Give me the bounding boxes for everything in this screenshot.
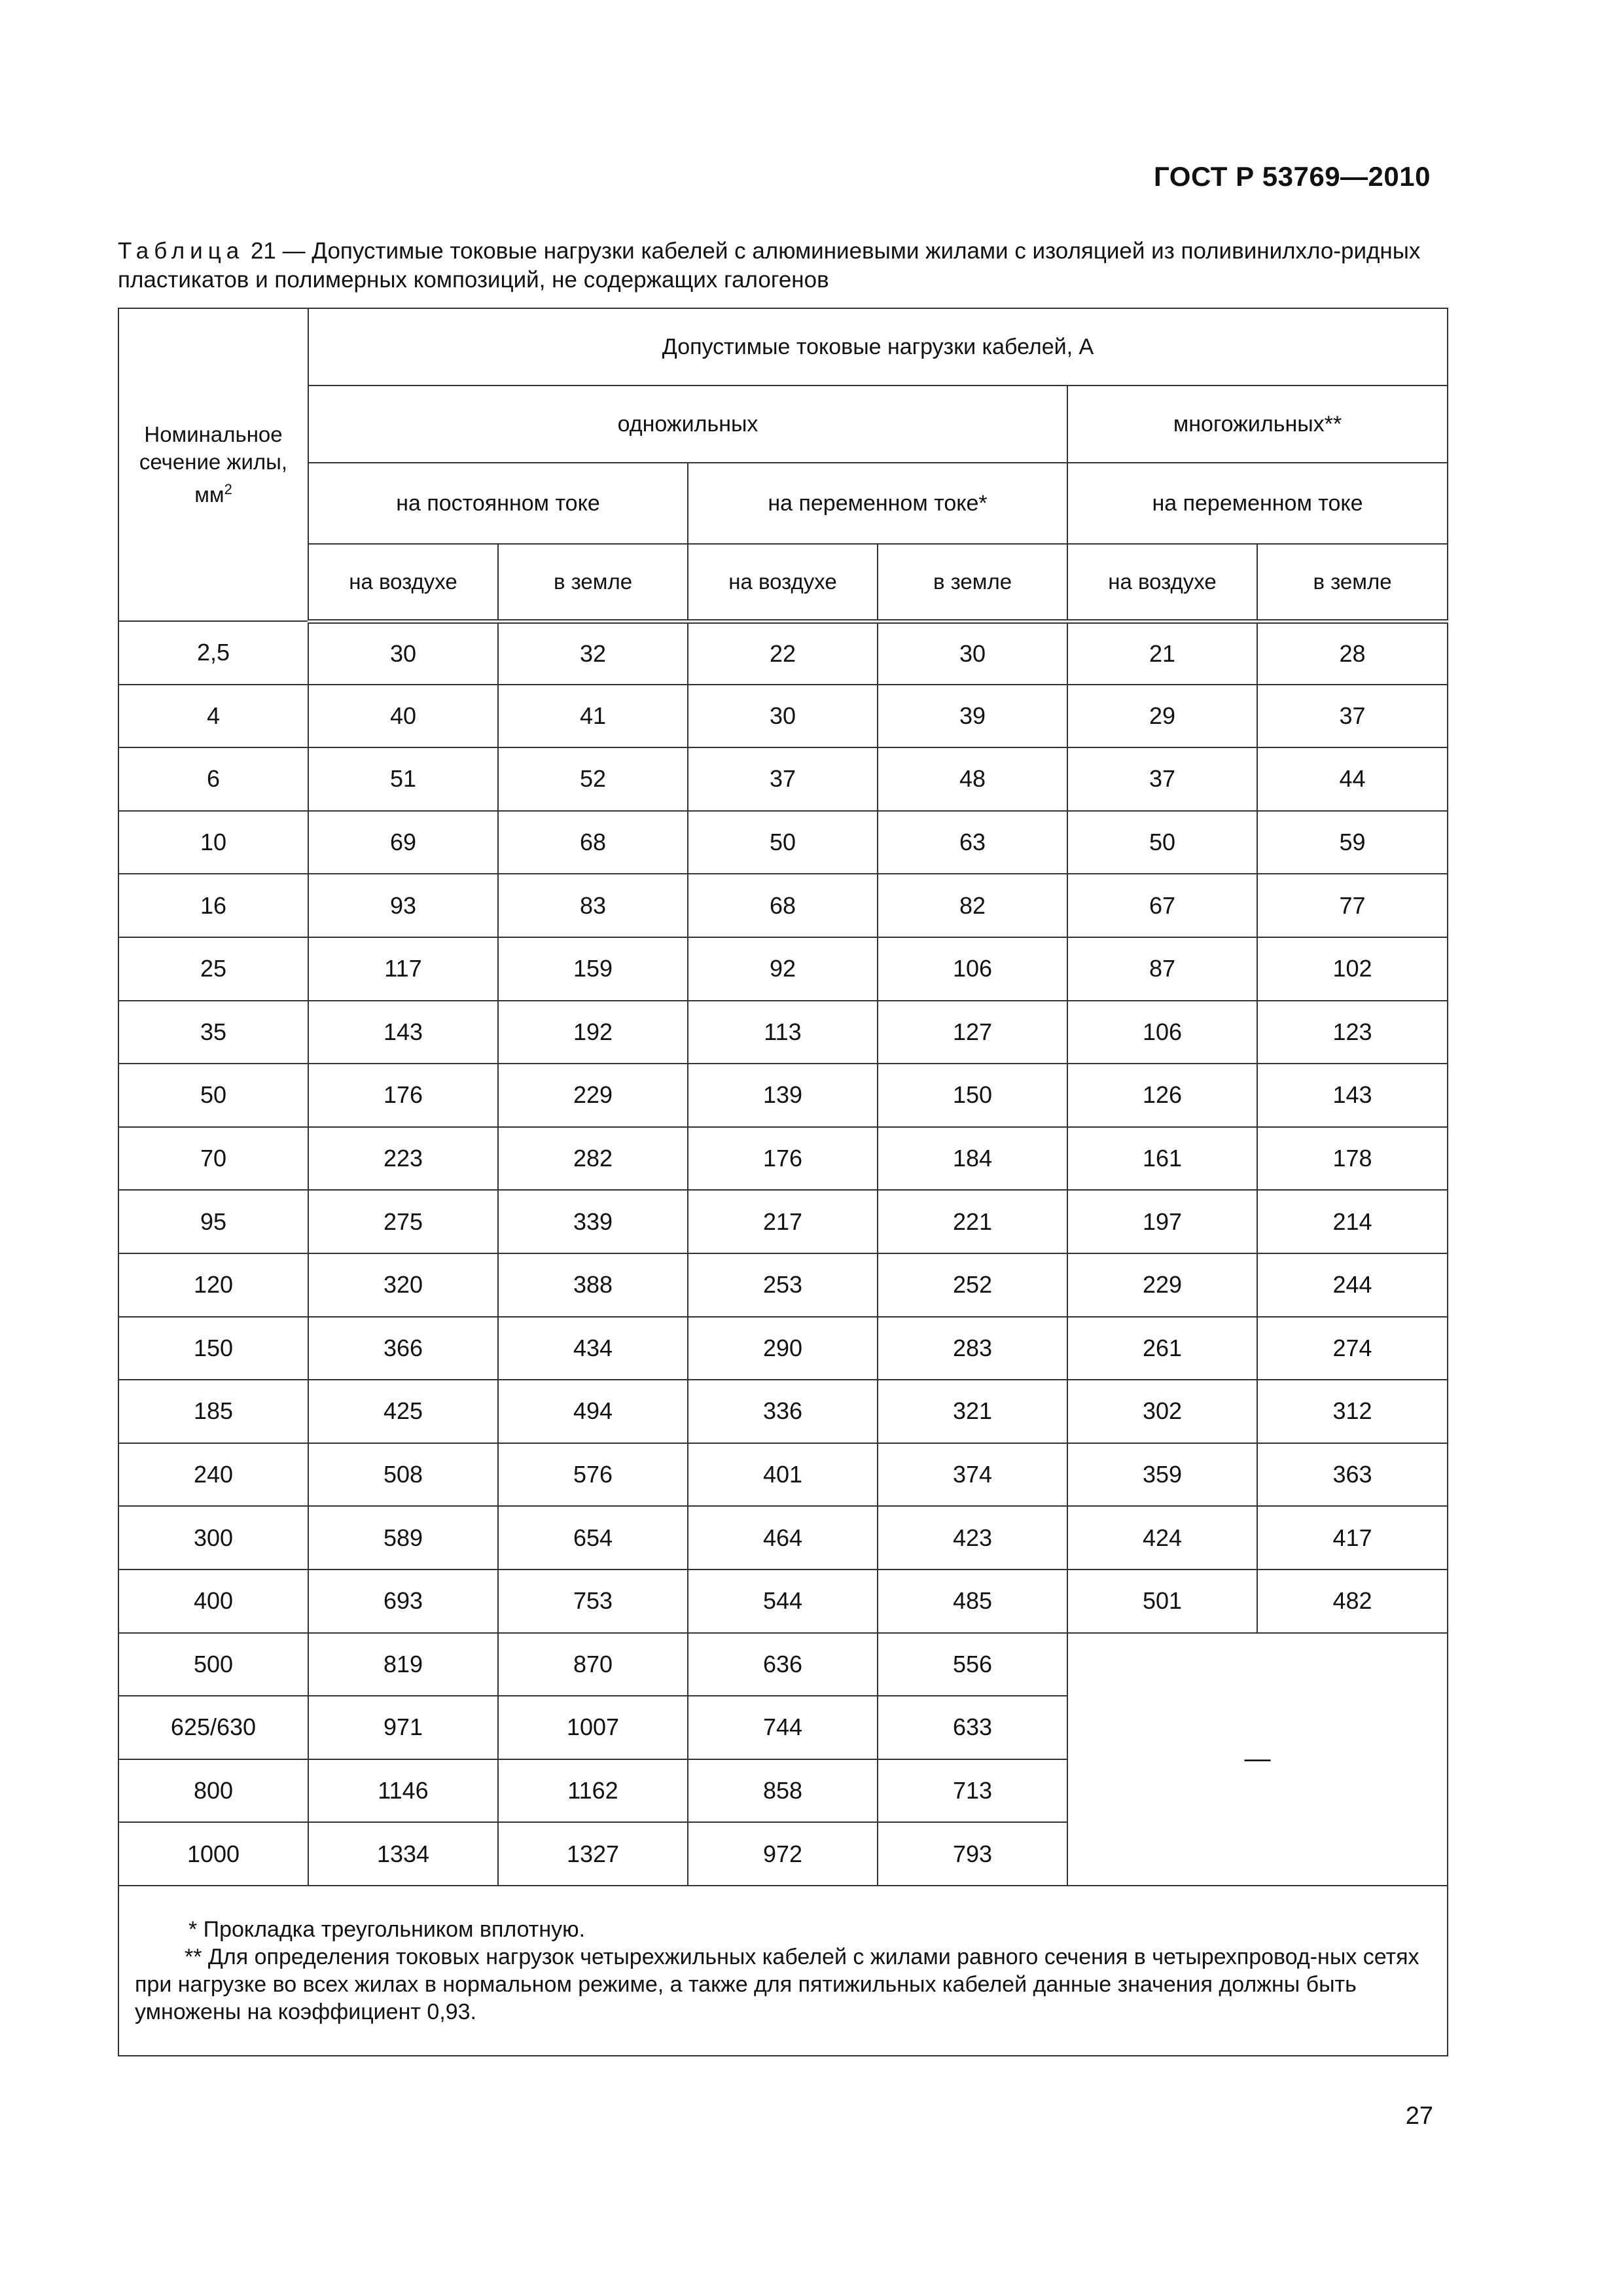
value-cell: 67 [1067, 874, 1257, 937]
table-row [118, 1001, 1448, 1064]
section-cell: 2,5 [118, 621, 308, 685]
value-cell: 464 [688, 1506, 878, 1570]
header-air: на воздухе [688, 544, 878, 621]
value-cell: 176 [308, 1064, 498, 1127]
table-row [118, 811, 1448, 874]
value-cell: 971 [308, 1696, 498, 1759]
value-cell: 283 [878, 1317, 1067, 1380]
value-cell: 52 [498, 747, 688, 811]
value-cell: 363 [1257, 1443, 1448, 1507]
value-cell: 229 [1067, 1253, 1257, 1317]
value-cell: 261 [1067, 1317, 1257, 1380]
value-cell: 482 [1257, 1570, 1448, 1633]
section-cell: 25 [118, 937, 308, 1001]
header-air: на воздухе [308, 544, 498, 621]
caption-text: — Допустимые токовые нагрузки кабелей с алюминиевыми жилами с изоляцией из поливинилхло-ридных пластикатов и полимерных композиций, не содержащих галогенов [118, 238, 1421, 293]
value-cell: 282 [498, 1127, 688, 1191]
value-cell: 127 [878, 1001, 1067, 1064]
value-cell: 123 [1257, 1001, 1448, 1064]
value-cell: 654 [498, 1506, 688, 1570]
value-cell: 290 [688, 1317, 878, 1380]
value-cell: 253 [688, 1253, 878, 1317]
value-cell: 37 [1257, 685, 1448, 748]
value-cell: 417 [1257, 1506, 1448, 1570]
page-number: 27 [1405, 2102, 1433, 2130]
section-cell: 1000 [118, 1822, 308, 1886]
value-cell: 223 [308, 1127, 498, 1191]
value-cell: 858 [688, 1759, 878, 1823]
value-cell: 713 [878, 1759, 1067, 1823]
notes-row [118, 1886, 1448, 2056]
note-coefficient: ** Для определения токовых нагрузок четырехжильных кабелей с жилами равного сечения в четырехпровод-ных сетях при нагрузке во всех жилах в нормальном режиме, а также для пятижильных кабелей данные значения должны быть умножены на коэффициент 0,93. [135, 1944, 1419, 2024]
value-cell: 221 [878, 1190, 1067, 1253]
value-cell: 321 [878, 1380, 1067, 1443]
table-row [118, 874, 1448, 937]
value-cell: 69 [308, 811, 498, 874]
table-row [118, 937, 1448, 1001]
value-cell: 556 [878, 1633, 1067, 1696]
value-cell: 1007 [498, 1696, 688, 1759]
value-cell: 68 [688, 874, 878, 937]
value-cell: 485 [878, 1570, 1067, 1633]
section-cell: 16 [118, 874, 308, 937]
value-cell: 819 [308, 1633, 498, 1696]
value-cell: 693 [308, 1570, 498, 1633]
value-cell: 40 [308, 685, 498, 748]
header-air: на воздухе [1067, 544, 1257, 621]
value-cell: 102 [1257, 937, 1448, 1001]
value-cell: 744 [688, 1696, 878, 1759]
table-row [118, 1127, 1448, 1191]
header-multi-core: многожильных** [1067, 386, 1448, 463]
table-row [118, 621, 1448, 685]
section-cell: 800 [118, 1759, 308, 1823]
caption-label: Таблица [118, 238, 245, 264]
value-cell: 28 [1257, 621, 1448, 685]
value-cell: 425 [308, 1380, 498, 1443]
header-section-label: Номинальное сечение жилы, мм [139, 422, 288, 507]
value-cell: 1327 [498, 1822, 688, 1886]
section-cell: 185 [118, 1380, 308, 1443]
header-dc: на постоянном токе [308, 463, 688, 544]
value-cell: 51 [308, 747, 498, 811]
value-cell: 82 [878, 874, 1067, 937]
value-cell: 77 [1257, 874, 1448, 937]
table-row [118, 1317, 1448, 1380]
section-cell: 150 [118, 1317, 308, 1380]
value-cell: 576 [498, 1443, 688, 1507]
value-cell: 339 [498, 1190, 688, 1253]
value-cell: 633 [878, 1696, 1067, 1759]
section-cell: 6 [118, 747, 308, 811]
value-cell: 366 [308, 1317, 498, 1380]
section-cell: 70 [118, 1127, 308, 1191]
table-row [118, 1633, 1448, 1696]
value-cell: 48 [878, 747, 1067, 811]
value-cell: 30 [688, 685, 878, 748]
table-row [118, 1064, 1448, 1127]
table-row [118, 1443, 1448, 1507]
value-cell: 139 [688, 1064, 878, 1127]
value-cell: 143 [1257, 1064, 1448, 1127]
value-cell: 30 [308, 621, 498, 685]
value-cell: 184 [878, 1127, 1067, 1191]
value-cell: 312 [1257, 1380, 1448, 1443]
header-ac-multi: на переменном токе [1067, 463, 1448, 544]
section-cell: 400 [118, 1570, 308, 1633]
section-cell: 4 [118, 685, 308, 748]
value-cell: 501 [1067, 1570, 1257, 1633]
value-cell: 423 [878, 1506, 1067, 1570]
section-cell: 50 [118, 1064, 308, 1127]
header-single-core: одножильных [308, 386, 1067, 463]
value-cell: 59 [1257, 811, 1448, 874]
section-cell: 35 [118, 1001, 308, 1064]
table-row [118, 1190, 1448, 1253]
value-cell: 217 [688, 1190, 878, 1253]
value-cell: 37 [688, 747, 878, 811]
value-cell: 161 [1067, 1127, 1257, 1191]
header-section [118, 308, 308, 621]
header-ground: в земле [878, 544, 1067, 621]
value-cell: 434 [498, 1317, 688, 1380]
note-triangle-laying: * Прокладка треугольником вплотную. [188, 1916, 586, 1942]
value-cell: 178 [1257, 1127, 1448, 1191]
value-cell: 106 [878, 937, 1067, 1001]
value-cell: 374 [878, 1443, 1067, 1507]
value-cell: 63 [878, 811, 1067, 874]
caption-number: 21 [250, 238, 276, 264]
header-ground: в земле [498, 544, 688, 621]
section-cell: 95 [118, 1190, 308, 1253]
value-cell: 753 [498, 1570, 688, 1633]
value-cell: 50 [688, 811, 878, 874]
value-cell: 83 [498, 874, 688, 937]
document-id: ГОСТ Р 53769—2010 [1154, 161, 1431, 192]
value-cell: 229 [498, 1064, 688, 1127]
value-cell: 39 [878, 685, 1067, 748]
value-cell: 274 [1257, 1317, 1448, 1380]
table-body [118, 621, 1448, 2056]
value-cell: 150 [878, 1064, 1067, 1127]
value-cell: 793 [878, 1822, 1067, 1886]
value-cell: 589 [308, 1506, 498, 1570]
value-cell: 113 [688, 1001, 878, 1064]
value-cell: 388 [498, 1253, 688, 1317]
value-cell: 275 [308, 1190, 498, 1253]
value-cell: 30 [878, 621, 1067, 685]
section-cell: 10 [118, 811, 308, 874]
value-cell: 508 [308, 1443, 498, 1507]
table-row [118, 747, 1448, 811]
header-ground: в земле [1257, 544, 1448, 621]
value-cell: 159 [498, 937, 688, 1001]
value-cell: 176 [688, 1127, 878, 1191]
value-cell: 32 [498, 621, 688, 685]
value-cell: 1146 [308, 1759, 498, 1823]
no-data-dash: — [1067, 1633, 1448, 1886]
value-cell: 92 [688, 937, 878, 1001]
value-cell: 870 [498, 1633, 688, 1696]
table-row [118, 685, 1448, 748]
current-load-table [118, 308, 1448, 2056]
section-cell: 240 [118, 1443, 308, 1507]
table-row [118, 1380, 1448, 1443]
value-cell: 117 [308, 937, 498, 1001]
value-cell: 244 [1257, 1253, 1448, 1317]
value-cell: 1334 [308, 1822, 498, 1886]
value-cell: 29 [1067, 685, 1257, 748]
value-cell: 197 [1067, 1190, 1257, 1253]
value-cell: 68 [498, 811, 688, 874]
value-cell: 106 [1067, 1001, 1257, 1064]
section-cell: 625/630 [118, 1696, 308, 1759]
value-cell: 494 [498, 1380, 688, 1443]
value-cell: 192 [498, 1001, 688, 1064]
value-cell: 21 [1067, 621, 1257, 685]
value-cell: 214 [1257, 1190, 1448, 1253]
value-cell: 44 [1257, 747, 1448, 811]
value-cell: 424 [1067, 1506, 1257, 1570]
value-cell: 336 [688, 1380, 878, 1443]
header-section-sup: 2 [224, 481, 232, 497]
value-cell: 126 [1067, 1064, 1257, 1127]
value-cell: 37 [1067, 747, 1257, 811]
header-permissible-loads: Допустимые токовые нагрузки кабелей, А [308, 308, 1448, 386]
table-row [118, 1253, 1448, 1317]
section-cell: 500 [118, 1633, 308, 1696]
section-cell: 120 [118, 1253, 308, 1317]
value-cell: 320 [308, 1253, 498, 1317]
value-cell: 87 [1067, 937, 1257, 1001]
value-cell: 972 [688, 1822, 878, 1886]
table-caption [118, 237, 1433, 295]
value-cell: 401 [688, 1443, 878, 1507]
header-ac-single: на переменном токе* [688, 463, 1067, 544]
value-cell: 302 [1067, 1380, 1257, 1443]
table-row [118, 1570, 1448, 1633]
value-cell: 22 [688, 621, 878, 685]
value-cell: 50 [1067, 811, 1257, 874]
value-cell: 41 [498, 685, 688, 748]
value-cell: 636 [688, 1633, 878, 1696]
value-cell: 544 [688, 1570, 878, 1633]
table-notes [118, 1886, 1448, 2056]
value-cell: 93 [308, 874, 498, 937]
section-cell: 300 [118, 1506, 308, 1570]
table-row [118, 1506, 1448, 1570]
value-cell: 252 [878, 1253, 1067, 1317]
value-cell: 1162 [498, 1759, 688, 1823]
value-cell: 359 [1067, 1443, 1257, 1507]
value-cell: 143 [308, 1001, 498, 1064]
